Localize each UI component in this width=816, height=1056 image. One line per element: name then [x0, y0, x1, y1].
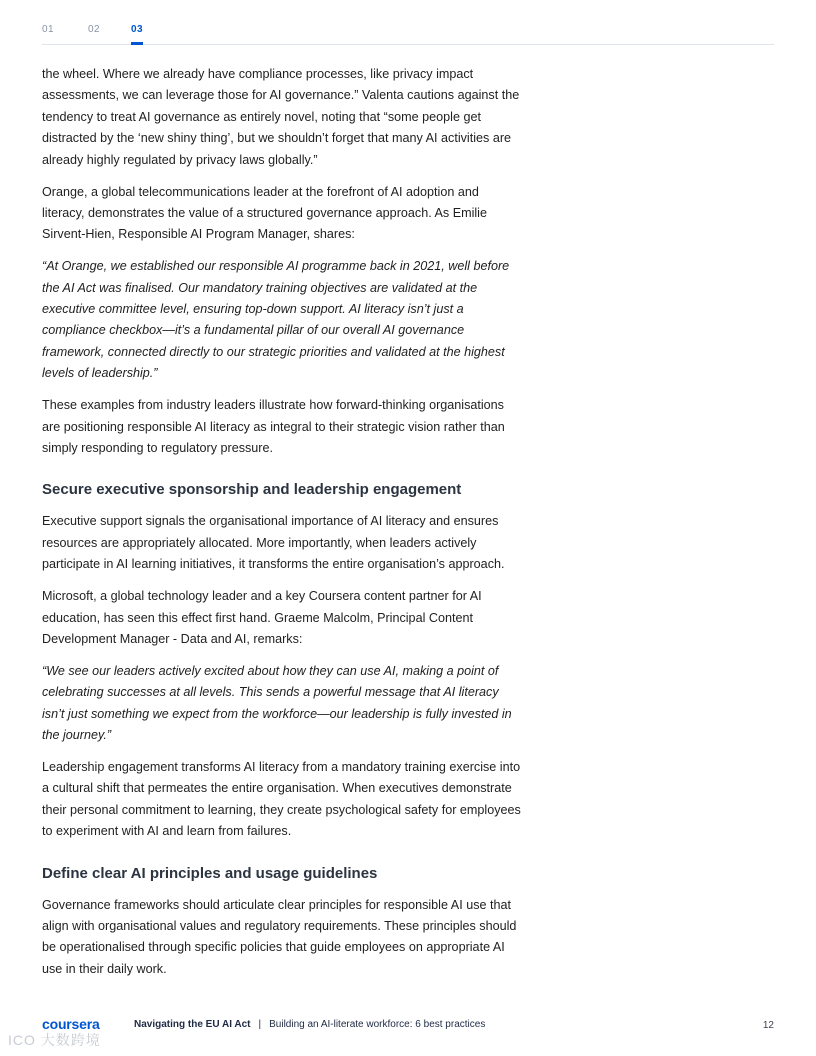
section-nav [42, 0, 774, 45]
section-tab-03-active[interactable]: 03 [131, 24, 144, 35]
footer-title [134, 1019, 485, 1030]
quote-microsoft: “We see our leaders actively excited about how they can use AI, making a point of celebrating successes at all levels. This sends a powerful message that AI literacy isn’t just something we expect from the workforce—our leadership is fully invested in the journey.” [42, 663, 512, 743]
section-tab-02[interactable]: 02 [88, 24, 101, 35]
paragraph-microsoft-intro: Microsoft, a global technology leader and a key Coursera content partner for AI education, has seen this effect first hand. Graeme Malcolm, Principal Content Development Manager - Data and AI, remarks: [42, 589, 482, 646]
footer-doc-title: Navigating the EU AI Act [134, 1019, 251, 1030]
footer-separator: | [258, 1019, 262, 1030]
paragraph-privacy-laws: the wheel. Where we already have compliance processes, like privacy impact assessments, we can leverage those for AI governance.” Valenta cautions against the tendency to treat AI governance as entirely novel, noting that “some people get distracted by the ‘new shiny thing’, but we shouldn’t forget that many AI activities are already highly regulated by privacy laws globally.” [42, 67, 520, 167]
section-tab-01[interactable]: 01 [42, 24, 55, 35]
watermark: ICO 大数跨境 [8, 1032, 101, 1048]
paragraph-governance-frameworks: Governance frameworks should articulate clear principles for responsible AI use that align with organisational values and regulatory requirements. These principles should be operationalised through specific policies that guide employees on appropriate AI use in their daily work. [42, 897, 517, 976]
heading-executive-sponsorship: Secure executive sponsorship and leadership engagement [42, 481, 462, 499]
footer-section-title: Building an AI-literate workforce: 6 best practices [269, 1019, 486, 1030]
page-number: 12 [762, 1020, 774, 1031]
heading-ai-principles: Define clear AI principles and usage guidelines [42, 864, 378, 882]
paragraph-industry-leaders: These examples from industry leaders illustrate how forward-thinking organisations are positioning responsible AI literacy as integral to their strategic vision rather than simply responding to regulatory pressure. [42, 398, 505, 455]
paragraph-orange-intro: Orange, a global telecommunications leader at the forefront of AI adoption and literacy, demonstrates the value of a structured governance approach. As Emilie Sirvent-Hien, Responsible AI Program Manager, shares: [42, 184, 487, 242]
coursera-logo: coursera [42, 1016, 100, 1032]
quote-orange: “At Orange, we established our responsible AI programme back in 2021, well before the AI Act was finalised. Our mandatory training objectives are validated at the executive committee level, ensuring top-down support. AI literacy isn’t just a compliance checkbox—it’s a fundamental pillar of our overall AI governance framework, connected directly to our strategic priorities and validated at the highest levels of leadership.” [42, 259, 510, 381]
main-content [42, 64, 522, 991]
paragraph-executive-support: Executive support signals the organisational importance of AI literacy and ensures resources are appropriately allocated. More importantly, when leaders actively participate in AI learning initiatives, it transforms the entire organisation’s approach. [42, 514, 505, 572]
paragraph-leadership-engagement: Leadership engagement transforms AI literacy from a mandatory training exercise into a cultural shift that permeates the entire organisation. When executives demonstrate their personal commitment to learning, they create psychological safety for employees to experiment with AI and learn from failures. [42, 759, 521, 839]
page-footer [42, 1016, 774, 1038]
